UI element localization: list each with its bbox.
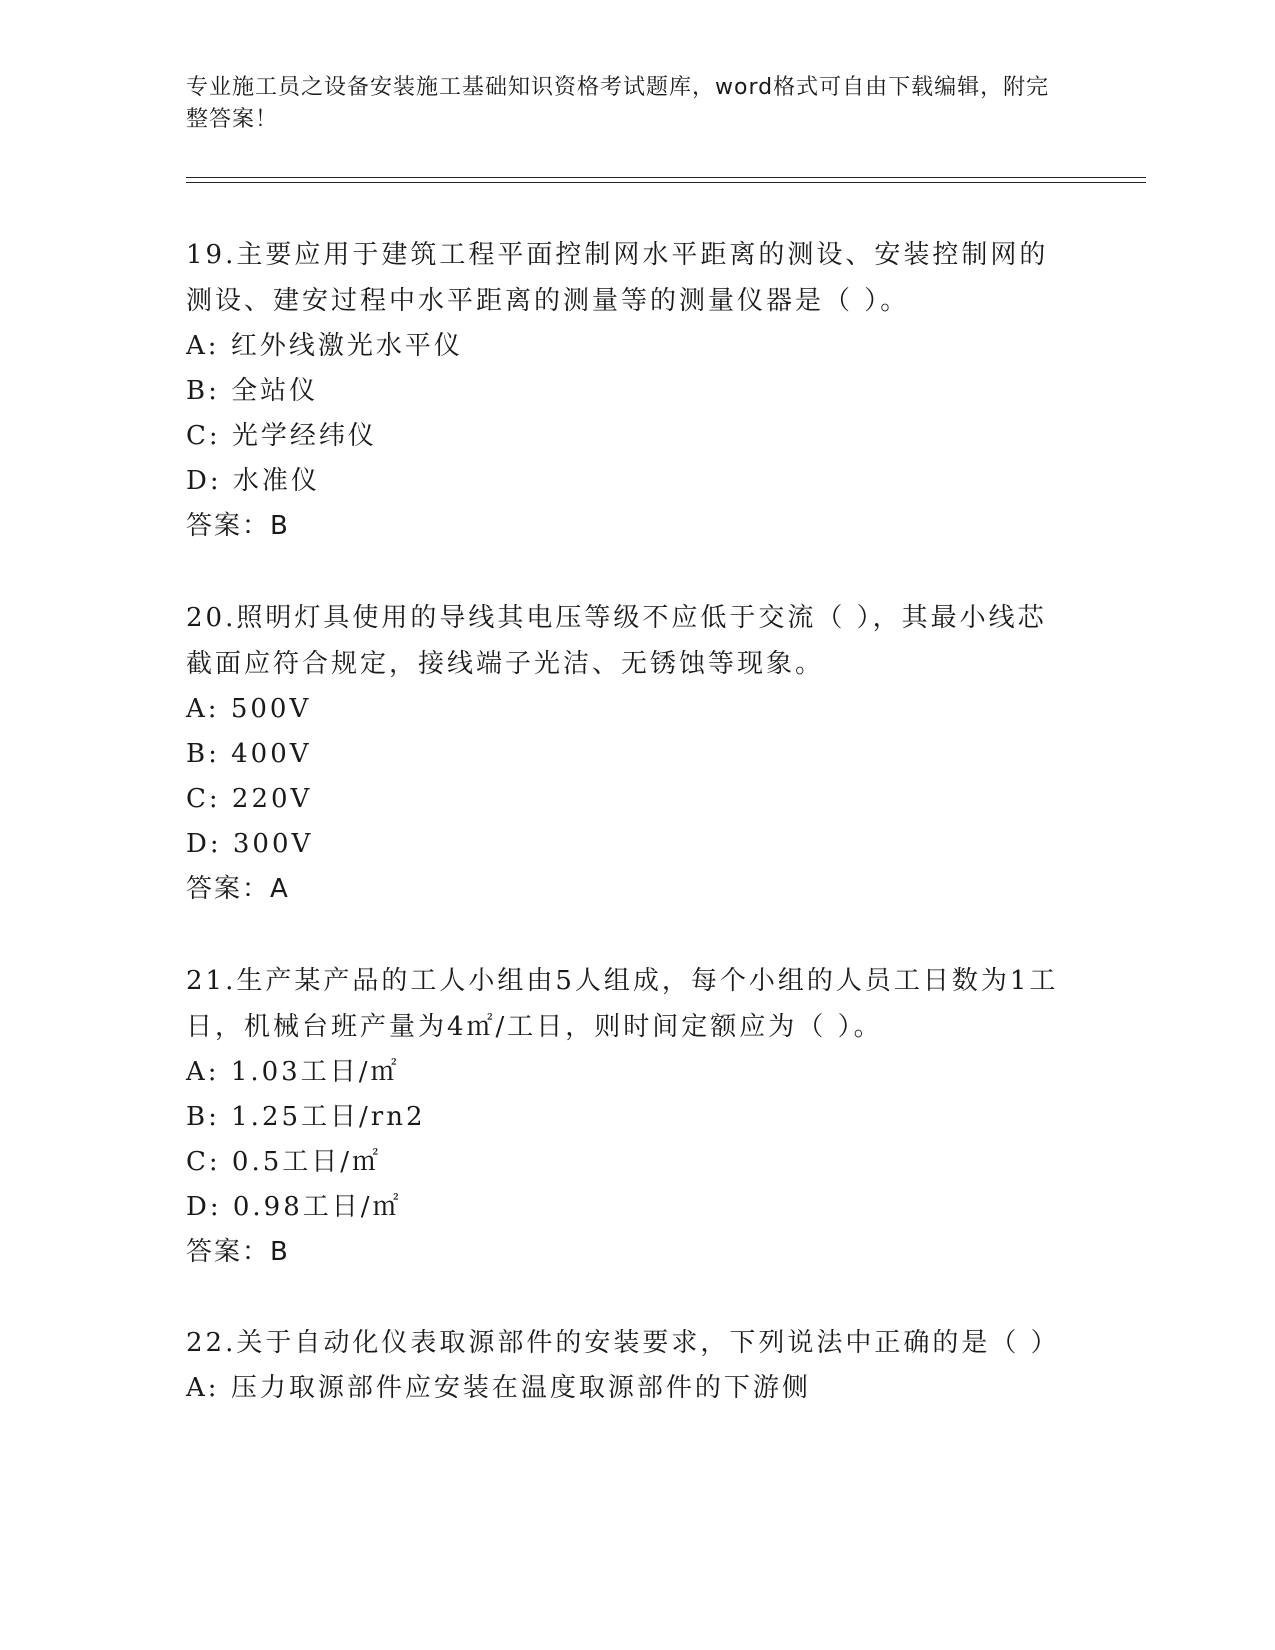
- option-text: 400V: [231, 739, 312, 769]
- option-text: 1.25工日/rn2: [231, 1102, 426, 1132]
- option-text: 0.5工日/㎡: [231, 1147, 382, 1177]
- option-a: [186, 1366, 1066, 1411]
- option-d: [186, 1185, 1066, 1230]
- option-label: C:: [186, 1147, 221, 1177]
- option-a: [186, 1050, 1066, 1095]
- header-divider-bottom: [186, 182, 1146, 183]
- option-label: A:: [186, 694, 220, 724]
- question-22: [186, 1320, 1066, 1411]
- question-20: [186, 595, 1066, 912]
- option-label: B:: [186, 739, 220, 769]
- question-19: [186, 232, 1066, 549]
- question-stem: 19.主要应用于建筑工程平面控制网水平距离的测设、安装控制网的测设、建安过程中水平距离的测量等的测量仪器是（ ）。: [186, 240, 1049, 316]
- option-text: 红外线激光水平仪: [230, 331, 463, 361]
- option-text: 水准仪: [232, 466, 320, 496]
- option-text: 1.03工日/㎡: [230, 1057, 400, 1087]
- option-a: [186, 324, 1066, 369]
- option-d: [186, 459, 1066, 504]
- option-label: D:: [186, 829, 222, 859]
- option-label: B:: [186, 376, 220, 406]
- option-text: 压力取源部件应安装在温度取源部件的下游侧: [230, 1373, 811, 1403]
- option-c: [186, 414, 1066, 459]
- option-text: 500V: [230, 694, 312, 724]
- option-a: [186, 687, 1066, 732]
- option-text: 220V: [231, 784, 313, 814]
- option-b: [186, 1095, 1066, 1140]
- option-c: [186, 777, 1066, 822]
- option-label: A:: [186, 331, 220, 361]
- option-label: A:: [186, 1057, 220, 1087]
- option-text: 光学经纬仪: [231, 421, 377, 451]
- question-21: [186, 958, 1066, 1275]
- option-d: [186, 822, 1066, 867]
- option-label: C:: [186, 421, 221, 451]
- option-label: A:: [186, 1373, 220, 1403]
- question-stem: 22.关于自动化仪表取源部件的安装要求，下列说法中正确的是（ ）: [186, 1328, 1060, 1358]
- answer-line: 答案：B: [186, 1237, 290, 1267]
- option-label: C:: [186, 784, 221, 814]
- option-text: 300V: [232, 829, 314, 859]
- option-text: 0.98工日/㎡: [232, 1192, 402, 1222]
- option-b: [186, 369, 1066, 414]
- option-text: 全站仪: [231, 376, 319, 406]
- option-label: B:: [186, 1102, 220, 1132]
- question-stem: 21.生产某产品的工人小组由5人组成，每个小组的人员工日数为1工日，机械台班产量为4㎡/工日，则时间定额应为（ ）。: [186, 966, 1059, 1042]
- answer-line: 答案：A: [186, 874, 290, 904]
- document-header: 专业施工员之设备安装施工基础知识资格考试题库，word格式可自由下载编辑，附完整答案！: [186, 75, 1050, 132]
- answer-line: 答案：B: [186, 511, 290, 541]
- header-divider-top: [186, 177, 1146, 178]
- option-b: [186, 732, 1066, 777]
- option-label: D:: [186, 1192, 222, 1222]
- option-label: D:: [186, 466, 222, 496]
- question-stem: 20.照明灯具使用的导线其电压等级不应低于交流（ ），其最小线芯截面应符合规定，接线端子光洁、无锈蚀等现象。: [186, 603, 1047, 679]
- option-c: [186, 1140, 1066, 1185]
